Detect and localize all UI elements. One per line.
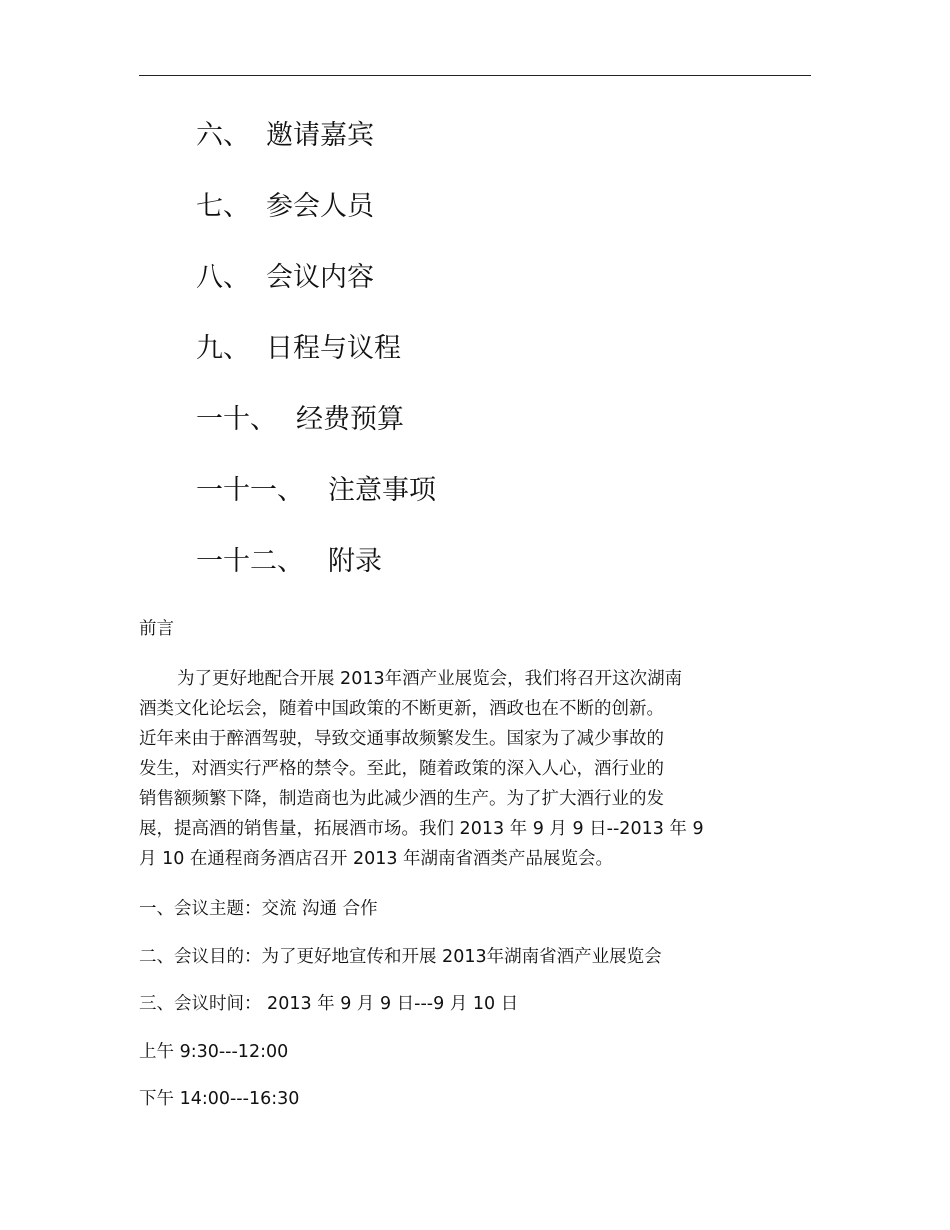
paragraph-line: 酒类文化论坛会，随着中国政策的不断更新，酒政也在不断的创新。 [139,699,664,719]
toc-title: 参会人员 [266,191,374,222]
toc-title: 日程与议程 [266,333,401,364]
toc-number: 一十一、 [196,475,304,506]
header-rule [139,75,811,76]
toc-number: 九、 [196,333,250,364]
toc-title: 会议内容 [266,262,374,293]
toc-title: 注意事项 [328,475,436,506]
toc-item [196,254,436,325]
toc-item [196,396,436,467]
toc-number: 一十二、 [196,546,304,577]
meeting-purpose: 二、会议目的：为了更好地宣传和开展 2013年湖南省酒产业展览会 [139,946,662,967]
toc-number: 七、 [196,191,250,222]
afternoon-session: 下午 14:00---16:30 [139,1089,300,1109]
toc-number: 六、 [196,120,250,151]
meeting-time: 三、会议时间： 2013 年 9 月 9 日---9 月 10 日 [139,994,519,1014]
toc-item [196,538,436,609]
paragraph-line: 为了更好地配合开展 2013年酒产业展览会，我们将召开这次湖南 [177,669,683,689]
toc-item [196,183,436,254]
toc-item [196,467,436,538]
toc-title: 经费预算 [296,404,404,435]
preface-paragraph [139,664,819,874]
toc-title: 附录 [328,546,382,577]
meeting-theme: 一、会议主题：交流 沟通 合作 [139,899,378,919]
meeting-items [139,886,819,1124]
toc-list [196,112,436,609]
toc-item [196,325,436,396]
paragraph-line: 近年来由于醉酒驾驶，导致交通事故频繁发生。国家为了减少事故的 [139,729,664,749]
toc-title: 邀请嘉宾 [266,120,374,151]
toc-number: 八、 [196,262,250,293]
morning-session: 上午 9:30---12:00 [139,1041,289,1062]
paragraph-line: 月 10 在通程商务酒店召开 2013 年湖南省酒类产品展览会。 [139,849,614,869]
toc-number: 一十、 [196,404,277,435]
toc-item [196,112,436,183]
preface-heading: 前言 [139,619,174,639]
paragraph-line: 发生，对酒实行严格的禁令。至此，随着政策的深入人心，酒行业的 [139,759,664,779]
paragraph-line: 展，提高酒的销售量，拓展酒市场。我们 2013 年 9 月 9 日--2013 年 9 [139,819,704,839]
paragraph-line: 销售额频繁下降，制造商也为此减少酒的生产。为了扩大酒行业的发 [139,789,664,809]
document-body [139,612,819,1124]
